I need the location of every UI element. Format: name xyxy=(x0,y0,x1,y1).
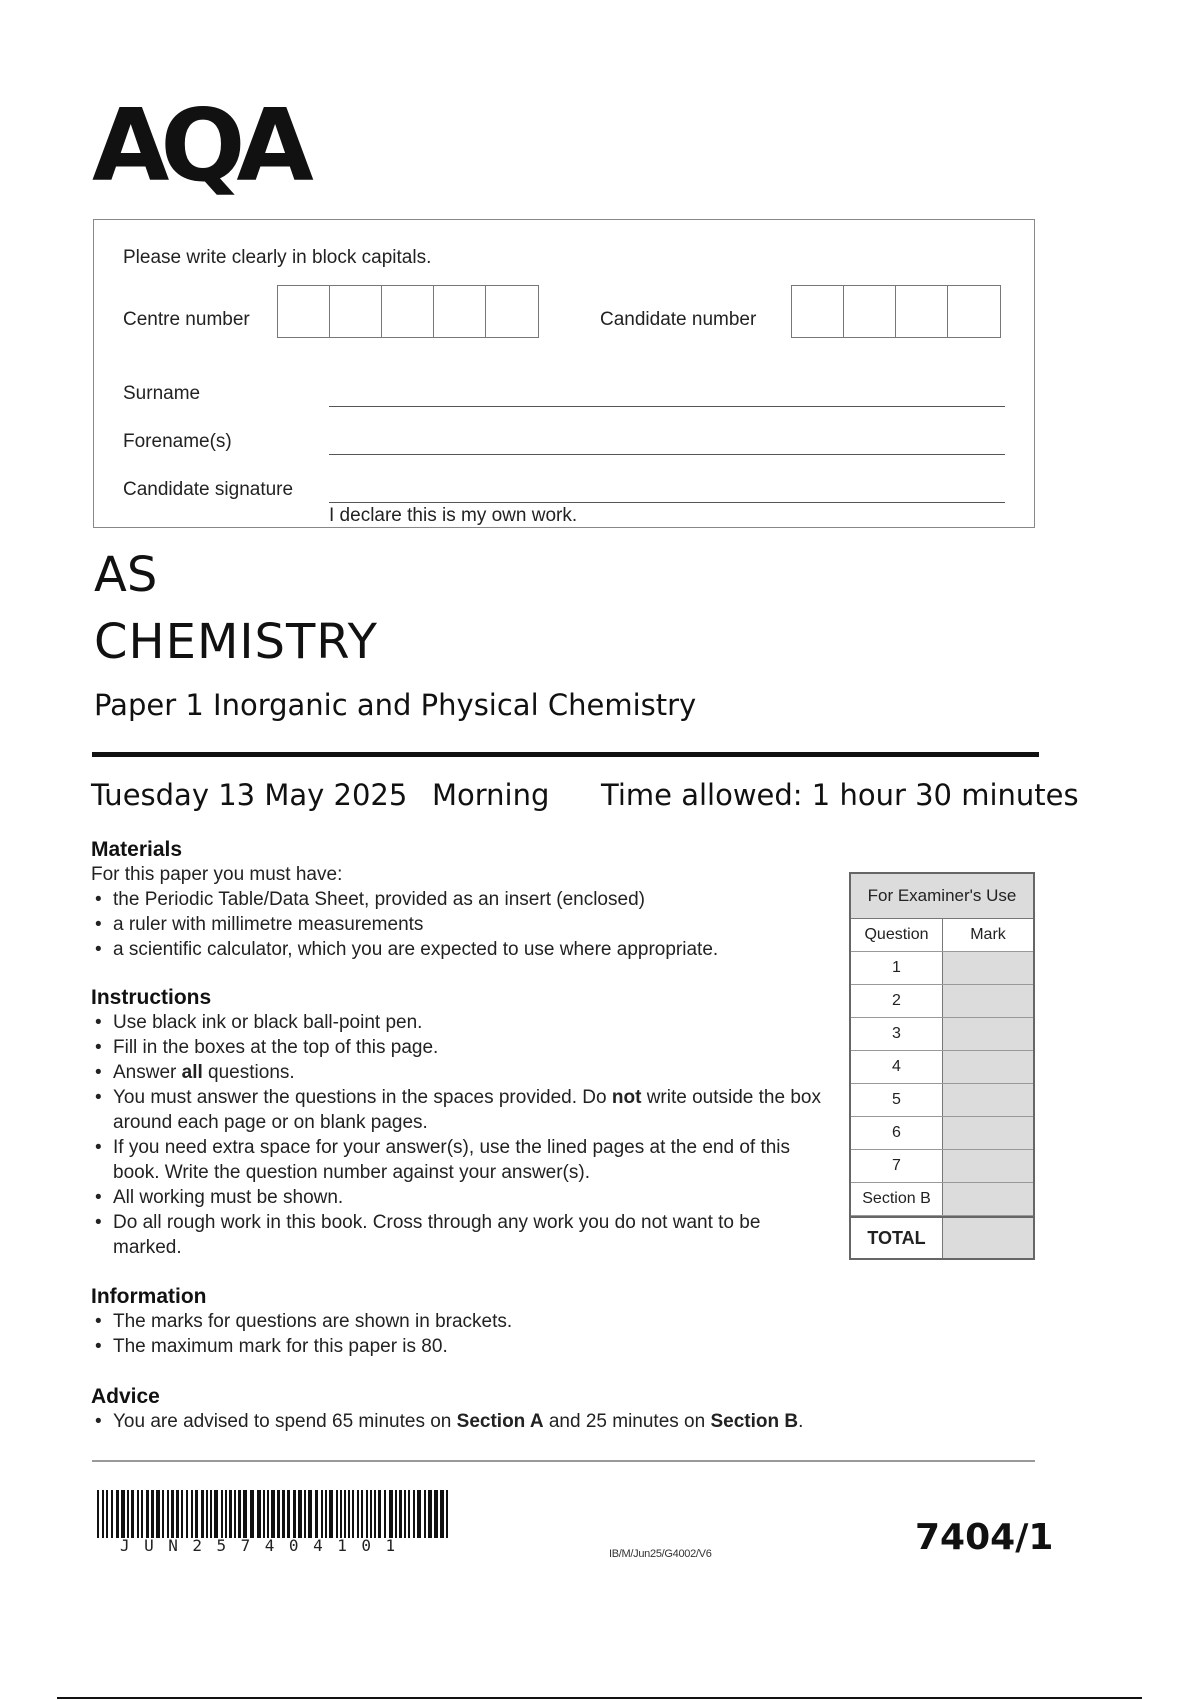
barcode-bar xyxy=(277,1490,280,1538)
barcode-bar xyxy=(176,1490,179,1538)
barcode-bar xyxy=(206,1490,208,1538)
barcode-bar xyxy=(366,1490,368,1538)
centre-number-label: Centre number xyxy=(123,309,250,330)
barcode-bar xyxy=(214,1490,218,1538)
barcode-bar xyxy=(378,1490,381,1538)
aqa-logo: AQA xyxy=(92,87,305,204)
barcode-bar xyxy=(201,1490,204,1538)
signature-line[interactable] xyxy=(329,502,1005,503)
barcode-bar xyxy=(151,1490,154,1538)
list-item: • a ruler with millimetre measurements xyxy=(91,912,851,937)
barcode-bar xyxy=(428,1490,432,1538)
barcode-bar xyxy=(434,1490,438,1538)
barcode-bar xyxy=(131,1490,134,1538)
centre-number-digit[interactable] xyxy=(330,286,382,337)
mark-cell[interactable] xyxy=(943,985,1033,1017)
advice-list xyxy=(91,1409,1041,1434)
barcode-bar xyxy=(404,1490,406,1538)
barcode-bar xyxy=(408,1490,410,1538)
barcode-bar xyxy=(116,1490,119,1538)
centre-number-digit[interactable] xyxy=(434,286,486,337)
question-number: 3 xyxy=(851,1018,943,1050)
heading-divider xyxy=(92,752,1039,757)
surname-label: Surname xyxy=(123,383,201,404)
table-header-row xyxy=(851,919,1033,952)
barcode-bar xyxy=(167,1490,169,1538)
barcode-text: JUN257404101 xyxy=(120,1536,410,1555)
forenames-label: Forename(s) xyxy=(123,431,232,452)
candidate-number-boxes[interactable] xyxy=(791,285,1001,338)
time-allowed: Time allowed: 1 hour 30 minutes xyxy=(601,778,1079,812)
question-number: 6 xyxy=(851,1117,943,1149)
total-mark-cell[interactable] xyxy=(943,1218,1033,1258)
mark-cell[interactable] xyxy=(943,952,1033,984)
mark-cell[interactable] xyxy=(943,1051,1033,1083)
barcode-bar xyxy=(156,1490,160,1538)
barcode-bar xyxy=(181,1490,183,1538)
barcode-bar xyxy=(225,1490,227,1538)
table-row xyxy=(851,952,1033,985)
footer-divider xyxy=(92,1460,1035,1462)
barcode-bar xyxy=(141,1490,143,1538)
barcode-bar xyxy=(229,1490,232,1538)
barcode-bar xyxy=(374,1490,376,1538)
barcode-bar xyxy=(352,1490,354,1538)
list-item: • a scientific calculator, which you are expected to use where appropriate. xyxy=(91,937,851,962)
barcode-bar xyxy=(263,1490,265,1538)
barcode-bar xyxy=(282,1490,285,1538)
total-row xyxy=(851,1216,1033,1258)
list-item: • You must answer the questions in the spaces provided. Do not write outside the box around each page or on blank pages. xyxy=(91,1085,831,1135)
information-section xyxy=(91,1285,851,1359)
list-item: • Answer all questions. xyxy=(91,1060,831,1085)
centre-number-digit[interactable] xyxy=(382,286,434,337)
advice-section xyxy=(91,1385,1041,1434)
candidate-number-digit[interactable] xyxy=(896,286,948,337)
candidate-number-digit[interactable] xyxy=(792,286,844,337)
barcode-bar xyxy=(344,1490,346,1538)
barcode-bar xyxy=(127,1490,129,1538)
barcode-bar xyxy=(191,1490,193,1538)
materials-section xyxy=(91,838,851,962)
barcode-bar xyxy=(102,1490,104,1538)
barcode xyxy=(97,1490,453,1538)
centre-number-boxes[interactable] xyxy=(277,285,539,338)
materials-list xyxy=(91,887,851,962)
exam-date: Tuesday 13 May 2025 xyxy=(91,778,408,812)
barcode-bar xyxy=(424,1490,426,1538)
mark-cell[interactable] xyxy=(943,1084,1033,1116)
candidate-number-digit[interactable] xyxy=(844,286,896,337)
exam-session: Morning xyxy=(432,778,550,812)
total-label: TOTAL xyxy=(851,1218,943,1258)
information-list xyxy=(91,1309,851,1359)
instructions-section xyxy=(91,986,831,1260)
advice-title: Advice xyxy=(91,1385,160,1408)
centre-number-digit[interactable] xyxy=(278,286,330,337)
question-number: Section B xyxy=(851,1183,943,1215)
question-column-header: Question xyxy=(851,919,943,951)
question-number: 4 xyxy=(851,1051,943,1083)
barcode-bar xyxy=(357,1490,359,1538)
barcode-bar xyxy=(210,1490,212,1538)
candidate-number-digit[interactable] xyxy=(948,286,1000,337)
barcode-bar xyxy=(221,1490,223,1538)
question-number: 7 xyxy=(851,1150,943,1182)
instructions-title: Instructions xyxy=(91,986,212,1009)
barcode-bar xyxy=(395,1490,397,1538)
barcode-bar xyxy=(111,1490,113,1538)
barcode-bar xyxy=(370,1490,372,1538)
subject-title: CHEMISTRY xyxy=(94,614,378,670)
barcode-bar xyxy=(399,1490,402,1538)
page-bottom-rule xyxy=(57,1697,1142,1699)
paper-code: 7404/1 xyxy=(915,1517,1054,1558)
barcode-bar xyxy=(348,1490,350,1538)
barcode-bar xyxy=(325,1490,327,1538)
table-row xyxy=(851,1051,1033,1084)
signature-label: Candidate signature xyxy=(123,479,294,500)
declaration-text: I declare this is my own work. xyxy=(329,505,578,526)
candidate-number-label: Candidate number xyxy=(600,309,757,330)
barcode-bar xyxy=(440,1490,444,1538)
barcode-bar xyxy=(298,1490,302,1538)
paper-title: Paper 1 Inorganic and Physical Chemistry xyxy=(94,688,697,722)
barcode-bar xyxy=(106,1490,108,1538)
list-item: • Do all rough work in this book. Cross through any work you do not want to be marked. xyxy=(91,1210,831,1260)
list-item: • the Periodic Table/Data Sheet, provided as an insert (enclosed) xyxy=(91,887,851,912)
table-row xyxy=(851,1084,1033,1117)
barcode-bar xyxy=(234,1490,236,1538)
barcode-bar xyxy=(162,1490,164,1538)
barcode-bar xyxy=(304,1490,306,1538)
barcode-bar xyxy=(146,1490,149,1538)
instructions-list xyxy=(91,1010,831,1260)
barcode-bar xyxy=(137,1490,139,1538)
list-item: • If you need extra space for your answer(s), use the lined pages at the end of this book. Write the question number against your answer(s). xyxy=(91,1135,831,1185)
barcode-bar xyxy=(389,1490,393,1538)
materials-intro: For this paper you must have: xyxy=(91,864,343,885)
surname-line[interactable] xyxy=(329,406,1005,407)
table-row xyxy=(851,985,1033,1018)
barcode-bar xyxy=(315,1490,318,1538)
examiner-table-title: For Examiner's Use xyxy=(851,874,1033,919)
barcode-bar xyxy=(257,1490,261,1538)
barcode-bar xyxy=(267,1490,269,1538)
barcode-bar xyxy=(287,1490,290,1538)
mark-cell[interactable] xyxy=(943,1183,1033,1215)
list-item: • You are advised to spend 65 minutes on Section A and 25 minutes on Section B. xyxy=(91,1409,1041,1434)
forenames-line[interactable] xyxy=(329,454,1005,455)
barcode-bar xyxy=(308,1490,312,1538)
barcode-bar xyxy=(121,1490,125,1538)
question-number: 2 xyxy=(851,985,943,1017)
barcode-bar xyxy=(243,1490,247,1538)
barcode-bar xyxy=(361,1490,363,1538)
question-number: 1 xyxy=(851,952,943,984)
list-item: • All working must be shown. xyxy=(91,1185,831,1210)
question-number: 5 xyxy=(851,1084,943,1116)
list-item: • Fill in the boxes at the top of this page. xyxy=(91,1035,831,1060)
barcode-bar xyxy=(340,1490,342,1538)
table-row xyxy=(851,1018,1033,1051)
list-item: • Use black ink or black ball-point pen. xyxy=(91,1010,831,1035)
document-reference: IB/M/Jun25/G4002/V6 xyxy=(609,1548,712,1560)
barcode-bar xyxy=(417,1490,421,1538)
barcode-bar xyxy=(336,1490,338,1538)
barcode-bar xyxy=(97,1490,99,1538)
table-row xyxy=(851,1117,1033,1150)
barcode-bar xyxy=(321,1490,323,1538)
block-capitals-instruction: Please write clearly in block capitals. xyxy=(123,247,432,268)
centre-number-digit[interactable] xyxy=(486,286,538,337)
barcode-bar xyxy=(384,1490,386,1538)
qualification-level: AS xyxy=(94,547,158,603)
barcode-bar xyxy=(446,1490,448,1538)
barcode-bar xyxy=(238,1490,241,1538)
mark-column-header: Mark xyxy=(943,919,1033,951)
barcode-bar xyxy=(195,1490,198,1538)
information-title: Information xyxy=(91,1285,207,1308)
examiner-use-table xyxy=(849,872,1035,1260)
barcode-bar xyxy=(250,1490,254,1538)
list-item: • The maximum mark for this paper is 80. xyxy=(91,1334,851,1359)
table-row xyxy=(851,1183,1033,1216)
mark-cell[interactable] xyxy=(943,1117,1033,1149)
barcode-bar xyxy=(293,1490,296,1538)
barcode-bar xyxy=(271,1490,275,1538)
barcode-bar xyxy=(186,1490,188,1538)
materials-title: Materials xyxy=(91,838,183,861)
barcode-bar xyxy=(171,1490,174,1538)
list-item: • The marks for questions are shown in brackets. xyxy=(91,1309,851,1334)
barcode-bar xyxy=(329,1490,333,1538)
table-row xyxy=(851,1150,1033,1183)
barcode-bar xyxy=(413,1490,415,1538)
mark-cell[interactable] xyxy=(943,1018,1033,1050)
mark-cell[interactable] xyxy=(943,1150,1033,1182)
